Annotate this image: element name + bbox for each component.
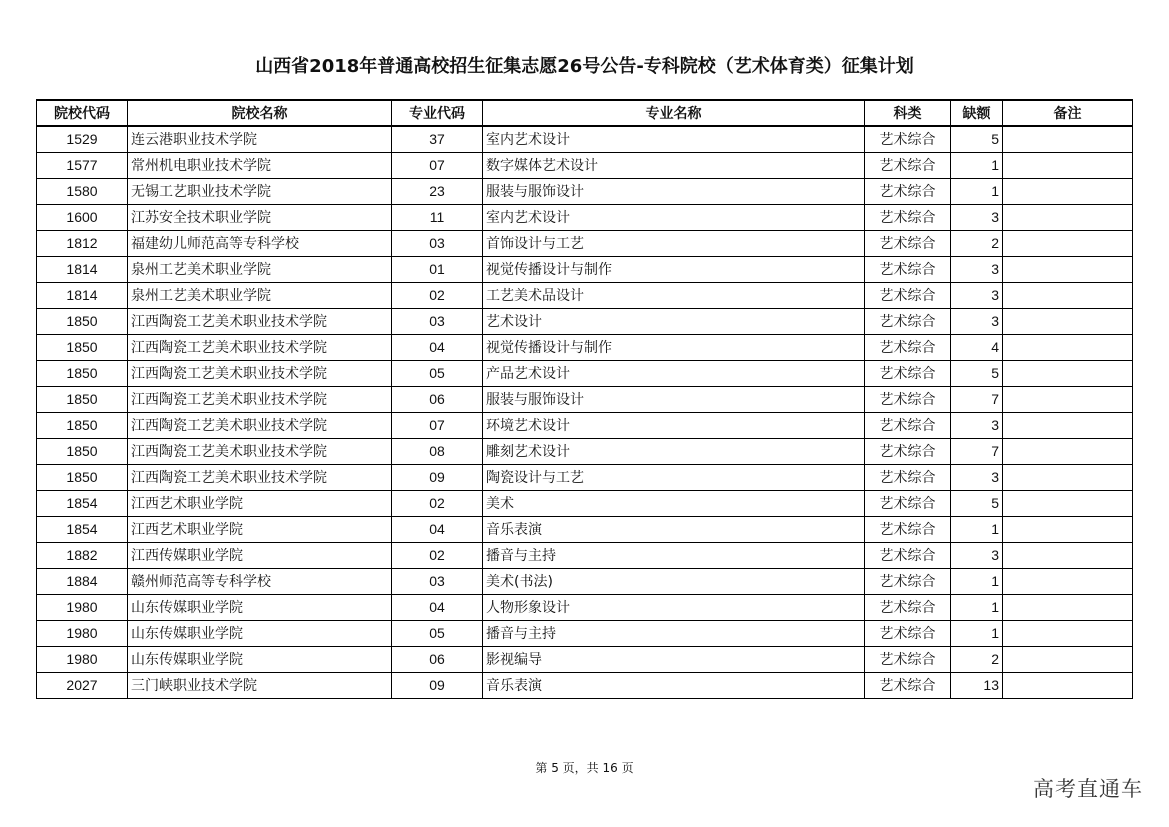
school-code-cell: 1854	[37, 490, 128, 516]
remarks-cell	[1003, 178, 1133, 204]
major-code-cell: 01	[392, 256, 483, 282]
school-name-cell: 山东传媒职业学院	[128, 646, 392, 672]
school-code-cell: 1980	[37, 594, 128, 620]
header-vacancy: 缺额	[951, 100, 1003, 126]
major-code-cell: 07	[392, 152, 483, 178]
table-row	[37, 360, 1133, 386]
major-code-cell: 06	[392, 646, 483, 672]
major-code-cell: 23	[392, 178, 483, 204]
table-row	[37, 594, 1133, 620]
remarks-cell	[1003, 230, 1133, 256]
school-code-cell: 1884	[37, 568, 128, 594]
table-row	[37, 646, 1133, 672]
header-major-name: 专业名称	[483, 100, 865, 126]
category-cell: 艺术综合	[865, 308, 951, 334]
remarks-cell	[1003, 672, 1133, 698]
table-body	[37, 126, 1133, 698]
table-row	[37, 386, 1133, 412]
major-code-cell: 37	[392, 126, 483, 152]
vacancy-cell: 1	[951, 568, 1003, 594]
table-row	[37, 672, 1133, 698]
school-code-cell: 1850	[37, 334, 128, 360]
category-cell: 艺术综合	[865, 672, 951, 698]
school-name-cell: 江西陶瓷工艺美术职业技术学院	[128, 438, 392, 464]
school-code-cell: 1850	[37, 360, 128, 386]
vacancy-cell: 7	[951, 438, 1003, 464]
vacancy-cell: 13	[951, 672, 1003, 698]
vacancy-cell: 1	[951, 594, 1003, 620]
school-name-cell: 江西陶瓷工艺美术职业技术学院	[128, 334, 392, 360]
major-code-cell: 11	[392, 204, 483, 230]
remarks-cell	[1003, 204, 1133, 230]
category-cell: 艺术综合	[865, 568, 951, 594]
category-cell: 艺术综合	[865, 230, 951, 256]
table-row	[37, 568, 1133, 594]
category-cell: 艺术综合	[865, 204, 951, 230]
vacancy-cell: 3	[951, 308, 1003, 334]
major-code-cell: 09	[392, 672, 483, 698]
major-name-cell: 播音与主持	[483, 542, 865, 568]
category-cell: 艺术综合	[865, 178, 951, 204]
school-name-cell: 山东传媒职业学院	[128, 594, 392, 620]
school-name-cell: 江西陶瓷工艺美术职业技术学院	[128, 412, 392, 438]
category-cell: 艺术综合	[865, 360, 951, 386]
remarks-cell	[1003, 646, 1133, 672]
school-code-cell: 1980	[37, 620, 128, 646]
vacancy-cell: 1	[951, 178, 1003, 204]
major-code-cell: 05	[392, 620, 483, 646]
school-name-cell: 泉州工艺美术职业学院	[128, 256, 392, 282]
major-code-cell: 07	[392, 412, 483, 438]
table-row	[37, 620, 1133, 646]
major-name-cell: 影视编导	[483, 646, 865, 672]
school-name-cell: 泉州工艺美术职业学院	[128, 282, 392, 308]
major-code-cell: 09	[392, 464, 483, 490]
major-name-cell: 服装与服饰设计	[483, 386, 865, 412]
vacancy-cell: 1	[951, 516, 1003, 542]
school-name-cell: 江西陶瓷工艺美术职业技术学院	[128, 360, 392, 386]
remarks-cell	[1003, 594, 1133, 620]
major-code-cell: 02	[392, 282, 483, 308]
school-code-cell: 1980	[37, 646, 128, 672]
school-name-cell: 无锡工艺职业技术学院	[128, 178, 392, 204]
vacancy-cell: 1	[951, 620, 1003, 646]
school-code-cell: 1850	[37, 438, 128, 464]
major-name-cell: 音乐表演	[483, 672, 865, 698]
remarks-cell	[1003, 542, 1133, 568]
school-name-cell: 连云港职业技术学院	[128, 126, 392, 152]
major-name-cell: 陶瓷设计与工艺	[483, 464, 865, 490]
category-cell: 艺术综合	[865, 594, 951, 620]
major-code-cell: 03	[392, 230, 483, 256]
table-row	[37, 204, 1133, 230]
table-row	[37, 308, 1133, 334]
remarks-cell	[1003, 620, 1133, 646]
vacancy-cell: 4	[951, 334, 1003, 360]
table-row	[37, 412, 1133, 438]
vacancy-cell: 3	[951, 256, 1003, 282]
remarks-cell	[1003, 334, 1133, 360]
vacancy-cell: 5	[951, 490, 1003, 516]
page-footer: 第 5 页，共 16 页	[535, 761, 634, 775]
vacancy-cell: 2	[951, 646, 1003, 672]
school-code-cell: 1814	[37, 282, 128, 308]
vacancy-cell: 3	[951, 464, 1003, 490]
major-name-cell: 室内艺术设计	[483, 204, 865, 230]
school-code-cell: 2027	[37, 672, 128, 698]
category-cell: 艺术综合	[865, 516, 951, 542]
school-code-cell: 1850	[37, 308, 128, 334]
category-cell: 艺术综合	[865, 256, 951, 282]
school-name-cell: 江西陶瓷工艺美术职业技术学院	[128, 386, 392, 412]
major-name-cell: 艺术设计	[483, 308, 865, 334]
category-cell: 艺术综合	[865, 646, 951, 672]
table-row	[37, 490, 1133, 516]
school-name-cell: 赣州师范高等专科学校	[128, 568, 392, 594]
remarks-cell	[1003, 282, 1133, 308]
major-name-cell: 雕刻艺术设计	[483, 438, 865, 464]
table-row	[37, 230, 1133, 256]
major-code-cell: 02	[392, 490, 483, 516]
school-code-cell: 1812	[37, 230, 128, 256]
vacancy-cell: 7	[951, 386, 1003, 412]
category-cell: 艺术综合	[865, 282, 951, 308]
header-remarks: 备注	[1003, 100, 1133, 126]
category-cell: 艺术综合	[865, 464, 951, 490]
major-code-cell: 03	[392, 568, 483, 594]
remarks-cell	[1003, 464, 1133, 490]
category-cell: 艺术综合	[865, 490, 951, 516]
watermark: 高考直通车	[1033, 777, 1143, 801]
remarks-cell	[1003, 360, 1133, 386]
remarks-cell	[1003, 438, 1133, 464]
header-major-code: 专业代码	[392, 100, 483, 126]
school-code-cell: 1854	[37, 516, 128, 542]
school-code-cell: 1529	[37, 126, 128, 152]
school-code-cell: 1814	[37, 256, 128, 282]
vacancy-cell: 5	[951, 126, 1003, 152]
table-row	[37, 334, 1133, 360]
major-name-cell: 美术	[483, 490, 865, 516]
category-cell: 艺术综合	[865, 438, 951, 464]
category-cell: 艺术综合	[865, 620, 951, 646]
header-school-code: 院校代码	[37, 100, 128, 126]
vacancy-cell: 3	[951, 412, 1003, 438]
school-name-cell: 江苏安全技术职业学院	[128, 204, 392, 230]
table-row	[37, 152, 1133, 178]
table-header-row	[37, 100, 1133, 126]
remarks-cell	[1003, 412, 1133, 438]
major-code-cell: 05	[392, 360, 483, 386]
table-row	[37, 438, 1133, 464]
school-name-cell: 三门峡职业技术学院	[128, 672, 392, 698]
school-name-cell: 福建幼儿师范高等专科学校	[128, 230, 392, 256]
remarks-cell	[1003, 256, 1133, 282]
table-row	[37, 516, 1133, 542]
major-code-cell: 02	[392, 542, 483, 568]
table-row	[37, 464, 1133, 490]
category-cell: 艺术综合	[865, 126, 951, 152]
school-name-cell: 江西艺术职业学院	[128, 490, 392, 516]
table-row	[37, 256, 1133, 282]
remarks-cell	[1003, 386, 1133, 412]
school-code-cell: 1577	[37, 152, 128, 178]
category-cell: 艺术综合	[865, 152, 951, 178]
major-name-cell: 首饰设计与工艺	[483, 230, 865, 256]
category-cell: 艺术综合	[865, 412, 951, 438]
category-cell: 艺术综合	[865, 386, 951, 412]
vacancy-cell: 3	[951, 542, 1003, 568]
remarks-cell	[1003, 126, 1133, 152]
major-name-cell: 工艺美术品设计	[483, 282, 865, 308]
major-name-cell: 视觉传播设计与制作	[483, 256, 865, 282]
table-row	[37, 178, 1133, 204]
enrollment-plan-table	[36, 99, 1133, 699]
remarks-cell	[1003, 516, 1133, 542]
major-name-cell: 播音与主持	[483, 620, 865, 646]
school-name-cell: 江西艺术职业学院	[128, 516, 392, 542]
remarks-cell	[1003, 308, 1133, 334]
remarks-cell	[1003, 152, 1133, 178]
remarks-cell	[1003, 490, 1133, 516]
vacancy-cell: 3	[951, 204, 1003, 230]
vacancy-cell: 5	[951, 360, 1003, 386]
major-name-cell: 视觉传播设计与制作	[483, 334, 865, 360]
remarks-cell	[1003, 568, 1133, 594]
major-name-cell: 服装与服饰设计	[483, 178, 865, 204]
school-name-cell: 常州机电职业技术学院	[128, 152, 392, 178]
major-name-cell: 音乐表演	[483, 516, 865, 542]
school-name-cell: 江西陶瓷工艺美术职业技术学院	[128, 308, 392, 334]
major-code-cell: 06	[392, 386, 483, 412]
school-name-cell: 江西陶瓷工艺美术职业技术学院	[128, 464, 392, 490]
vacancy-cell: 3	[951, 282, 1003, 308]
major-name-cell: 产品艺术设计	[483, 360, 865, 386]
header-category: 科类	[865, 100, 951, 126]
major-code-cell: 04	[392, 594, 483, 620]
school-code-cell: 1850	[37, 412, 128, 438]
school-name-cell: 山东传媒职业学院	[128, 620, 392, 646]
school-code-cell: 1600	[37, 204, 128, 230]
major-name-cell: 环境艺术设计	[483, 412, 865, 438]
major-name-cell: 人物形象设计	[483, 594, 865, 620]
major-code-cell: 03	[392, 308, 483, 334]
major-name-cell: 美术(书法)	[483, 568, 865, 594]
school-name-cell: 江西传媒职业学院	[128, 542, 392, 568]
page-title: 山西省2018年普通高校招生征集志愿26号公告-专科院校（艺术体育类）征集计划	[255, 56, 914, 77]
table-row	[37, 282, 1133, 308]
vacancy-cell: 2	[951, 230, 1003, 256]
table-row	[37, 126, 1133, 152]
major-name-cell: 室内艺术设计	[483, 126, 865, 152]
school-code-cell: 1850	[37, 464, 128, 490]
category-cell: 艺术综合	[865, 334, 951, 360]
header-school-name: 院校名称	[128, 100, 392, 126]
school-code-cell: 1850	[37, 386, 128, 412]
major-code-cell: 04	[392, 334, 483, 360]
major-code-cell: 04	[392, 516, 483, 542]
table-row	[37, 542, 1133, 568]
school-code-cell: 1882	[37, 542, 128, 568]
category-cell: 艺术综合	[865, 542, 951, 568]
major-name-cell: 数字媒体艺术设计	[483, 152, 865, 178]
vacancy-cell: 1	[951, 152, 1003, 178]
major-code-cell: 08	[392, 438, 483, 464]
school-code-cell: 1580	[37, 178, 128, 204]
